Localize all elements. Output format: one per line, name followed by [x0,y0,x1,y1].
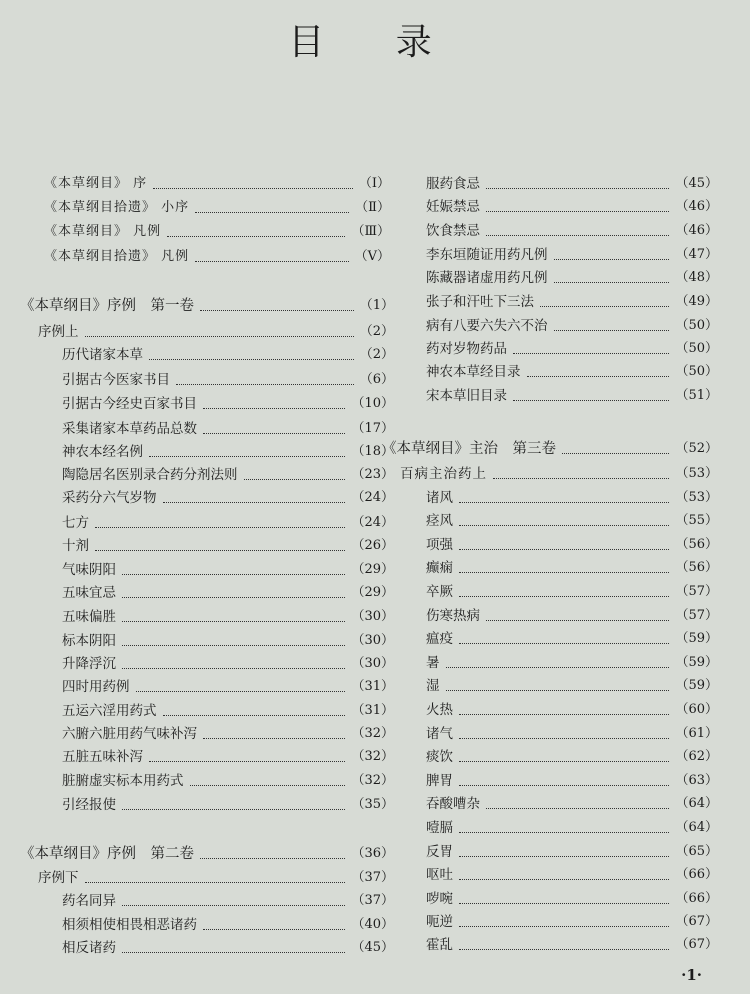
toc-entry [426,699,718,721]
toc-entry-title: 呃逆 [426,914,453,930]
toc-entry [62,653,394,675]
dot-leader [122,621,345,622]
dot-leader [244,479,346,480]
toc-entry-page: （2） [359,324,394,339]
toc-entry-title: 诸气 [426,726,453,742]
toc-entry-title: 采药分六气岁物 [62,490,157,506]
toc-entry-title: 《本草纲目》 序 [44,176,148,191]
dot-leader [95,550,345,551]
toc-entry-page: （64） [675,820,718,835]
toc-entry [62,369,394,391]
dot-leader [459,832,669,833]
toc-entry-title: 瘟疫 [426,631,453,647]
toc-entry-title: 药对岁物药品 [426,341,507,357]
toc-entry [62,582,394,604]
toc-entry [62,723,394,745]
toc-entry-page: （30） [351,633,394,648]
toc-entry-title: 脾胃 [426,773,453,789]
toc-entry-page: （60） [675,702,718,717]
dot-leader [167,236,345,237]
dot-leader [486,808,669,809]
toc-entry-title: 历代诸家本草 [62,347,143,363]
dot-leader [459,785,669,786]
toc-entry-page: （6） [359,372,394,387]
dot-leader [122,809,345,810]
toc-entry-page: （49） [675,294,718,309]
toc-entry-page: （46） [675,223,718,238]
toc-entry-title: 《本草纲目》序例 第二卷 [20,846,194,862]
dot-leader [459,502,669,503]
toc-entry-title: 陈藏器诸虚用药凡例 [426,270,548,286]
toc-entry-page: （24） [351,515,394,530]
toc-entry-page: （31） [351,703,394,718]
toc-entry-title: 升降浮沉 [62,656,116,672]
toc-entry [426,911,718,933]
toc-entry [426,770,718,792]
toc-entry [62,559,394,581]
toc-entry-title: 火热 [426,702,453,718]
dot-leader [459,714,669,715]
dot-leader [554,259,670,260]
toc-entry-title: 服药食忌 [426,176,480,192]
toc-entry-title: 五运六淫用药式 [62,703,157,719]
toc-entry-title: 李东垣随证用药凡例 [426,247,548,263]
toc-entry-title: 暑 [426,655,440,671]
toc-entry-title: 癫痫 [426,560,453,576]
toc-entry [426,557,718,579]
toc-entry [62,393,394,415]
toc-entry-page: （26） [351,538,394,553]
toc-entry-page: （53） [675,466,718,481]
dot-leader [459,879,669,880]
toc-entry-page: （32） [351,726,394,741]
toc-entry-page: （59） [675,655,718,670]
toc-entry [62,937,394,959]
toc-entry-page: （67） [675,937,718,952]
dot-leader [203,433,345,434]
toc-entry-page: （61） [675,726,718,741]
toc-entry [426,652,718,674]
dot-leader [122,574,345,575]
toc-entry [44,173,390,195]
toc-entry-title: 相须相使相畏相恶诸药 [62,917,197,933]
toc-entry [62,606,394,628]
dot-leader [554,282,670,283]
toc-entry-title: 卒厥 [426,584,453,600]
toc-entry-page: （1） [359,298,394,313]
toc-entry-page: （65） [675,844,718,859]
toc-entry-title: 湿 [426,678,440,694]
toc-entry-page: （2） [359,347,394,362]
toc-entry-title: 标本阴阳 [62,633,116,649]
toc-entry-title: 药名同异 [62,893,116,909]
toc-entry [426,605,718,627]
dot-leader [459,903,669,904]
toc-entry [62,676,394,698]
dot-leader [122,952,345,953]
toc-entry-page: （35） [351,797,394,812]
toc-entry-page: （32） [351,749,394,764]
toc-entry-page: （48） [675,270,718,285]
dot-leader [562,453,669,454]
toc-entry-title: 痉风 [426,513,453,529]
dot-leader [459,572,669,573]
toc-entry-page: （59） [675,631,718,646]
toc-entry-page: （23） [351,467,394,482]
toc-entry [400,463,718,485]
toc-entry-title: 采集诸家本草药品总数 [62,421,197,437]
toc-entry [20,843,394,865]
toc-entry-title: 呕吐 [426,867,453,883]
toc-entry [62,512,394,534]
toc-entry-page: （56） [675,560,718,575]
toc-entry [62,770,394,792]
dot-leader [149,456,345,457]
toc-entry-page: （36） [351,846,394,861]
toc-entry-title: 五味偏胜 [62,609,116,625]
dot-leader [459,738,669,739]
dot-leader [85,336,354,337]
dot-leader [527,376,670,377]
toc-entry-title: 六腑六脏用药气味补泻 [62,726,197,742]
toc-entry [44,221,390,243]
toc-entry [62,890,394,912]
toc-entry [62,794,394,816]
toc-entry [426,361,718,383]
toc-entry [426,864,718,886]
toc-entry-title: 十剂 [62,538,89,554]
dot-leader [203,408,345,409]
toc-entry-page: （45） [675,176,718,191]
toc-entry-title: 《本草纲目拾遗》 凡例 [44,249,190,264]
page-number: ·1· [681,966,702,984]
toc-entry-title: 百病主治药上 [400,466,487,482]
toc-entry-title: 哕啘 [426,891,453,907]
toc-entry-page: （40） [351,917,394,932]
toc-entry-title: 陶隐居名医别录合药分剂法则 [62,467,238,483]
dot-leader [513,400,669,401]
toc-entry [62,418,394,440]
toc-entry-page: （56） [675,537,718,552]
dot-leader [176,384,354,385]
toc-entry-title: 《本草纲目》序例 第一卷 [20,298,194,314]
dot-leader [446,690,670,691]
dot-leader [122,597,345,598]
toc-entry-page: （24） [351,490,394,505]
toc-entry-page: （Ⅴ） [354,249,390,264]
toc-entry-page: （66） [675,891,718,906]
dot-leader [153,188,353,189]
toc-entry-title: 神农本草经目录 [426,364,521,380]
toc-entry-page: （45） [351,940,394,955]
toc-entry-title: 引经报使 [62,797,116,813]
toc-entry [426,723,718,745]
toc-entry-page: （51） [675,388,718,403]
dot-leader [136,691,346,692]
dot-leader [122,645,345,646]
toc-entry-page: （62） [675,749,718,764]
toc-entry [62,441,394,463]
toc-entry [20,295,394,317]
toc-entry-title: 《本草纲目》 凡例 [44,224,162,239]
toc-entry-title: 痰饮 [426,749,453,765]
toc-entry-page: （30） [351,609,394,624]
toc-entry-page: （55） [675,513,718,528]
toc-entry [62,914,394,936]
toc-entry-title: 《本草纲目拾遗》 小序 [44,200,190,215]
toc-entry-page: （30） [351,656,394,671]
toc-entry [62,746,394,768]
toc-entry-page: （66） [675,867,718,882]
toc-entry [62,344,394,366]
toc-entry-title: 神农本经名例 [62,444,143,460]
toc-entry-title: 病有八要六失六不治 [426,318,548,334]
toc-entry-page: （31） [351,679,394,694]
toc-entry-title: 噎膈 [426,820,453,836]
toc-entry [62,535,394,557]
toc-entry-title: 饮食禁忌 [426,223,480,239]
toc-entry [426,628,718,650]
toc-entry-page: （17） [351,421,394,436]
toc-entry-title: 七方 [62,515,89,531]
toc-entry [44,197,390,219]
toc-entry [426,510,718,532]
toc-entry-page: （67） [675,914,718,929]
toc-entry-page: （32） [351,773,394,788]
dot-leader [203,929,345,930]
toc-entry-page: （Ⅲ） [351,224,390,239]
toc-entry-page: （Ⅰ） [358,176,390,191]
toc-entry [426,338,718,360]
toc-entry-page: （50） [675,364,718,379]
toc-entry-page: （10） [351,396,394,411]
toc-entry-page: （53） [675,490,718,505]
toc-entry-page: （Ⅱ） [355,200,390,215]
toc-entry [426,487,718,509]
dot-leader [513,353,669,354]
toc-entry-page: （29） [351,585,394,600]
toc-entry [426,746,718,768]
toc-entry-page: （18） [351,444,394,459]
dot-leader [149,359,354,360]
toc-entry [38,321,394,343]
dot-leader [486,188,669,189]
toc-entry-title: 五脏五味补泻 [62,749,143,765]
toc-entry [426,267,718,289]
toc-entry [426,841,718,863]
dot-leader [459,761,669,762]
dot-leader [85,882,346,883]
toc-entry [426,793,718,815]
toc-entry-page: （52） [675,441,718,456]
dot-leader [459,525,669,526]
toc-entry-title: 序例上 [38,324,79,340]
dot-leader [195,261,348,262]
toc-entry-title: 引据古今经史百家书目 [62,396,197,412]
toc-entry [62,630,394,652]
dot-leader [200,858,345,859]
toc-entry-title: 项强 [426,537,453,553]
toc-entry-title: 伤寒热病 [426,608,480,624]
toc-entry-title: 《本草纲目》主治 第三卷 [382,441,556,457]
toc-entry-page: （29） [351,562,394,577]
toc-entry-title: 吞酸嘈杂 [426,796,480,812]
dot-leader [149,761,345,762]
dot-leader [122,905,345,906]
toc-entry-title: 气味阴阳 [62,562,116,578]
dot-leader [190,785,346,786]
toc-entry-title: 反胃 [426,844,453,860]
dot-leader [163,715,346,716]
dot-leader [459,596,669,597]
dot-leader [95,527,345,528]
toc-entry-title: 妊娠禁忌 [426,199,480,215]
dot-leader [459,949,669,950]
toc-entry [426,888,718,910]
dot-leader [493,478,669,479]
toc-entry [426,315,718,337]
toc-entry-title: 相反诸药 [62,940,116,956]
toc-entry-page: （47） [675,247,718,262]
toc-entry-title: 五味宜忌 [62,585,116,601]
toc-entry [426,534,718,556]
toc-entry-page: （57） [675,584,718,599]
toc-entry [426,196,718,218]
toc-entry [382,438,718,460]
toc-entry-page: （64） [675,796,718,811]
toc-entry [426,385,718,407]
toc-entry [426,291,718,313]
dot-leader [163,502,346,503]
toc-entry-title: 脏腑虚实标本用药式 [62,773,184,789]
toc-entry-title: 霍乱 [426,937,453,953]
toc-entry [426,244,718,266]
dot-leader [486,211,669,212]
toc-entry-page: （63） [675,773,718,788]
dot-leader [486,620,669,621]
toc-entry-title: 四时用药例 [62,679,130,695]
toc-entry [38,867,394,889]
toc-entry [426,675,718,697]
page-title: 目 录 [288,22,462,63]
dot-leader [122,668,345,669]
toc-entry [426,220,718,242]
dot-leader [459,926,669,927]
toc-entry-page: （37） [351,870,394,885]
toc-entry [426,934,718,956]
dot-leader [459,549,669,550]
dot-leader [203,738,345,739]
toc-entry-title: 引据古今医家书目 [62,372,170,388]
toc-entry-page: （57） [675,608,718,623]
dot-leader [446,667,670,668]
toc-entry [426,817,718,839]
dot-leader [459,643,669,644]
toc-entry-title: 宋本草旧目录 [426,388,507,404]
dot-leader [540,306,669,307]
toc-entry-page: （59） [675,678,718,693]
toc-entry-title: 序例下 [38,870,79,886]
toc-entry [62,700,394,722]
dot-leader [486,235,669,236]
toc-entry-page: （37） [351,893,394,908]
toc-entry-title: 诸风 [426,490,453,506]
toc-entry-page: （50） [675,318,718,333]
toc-entry-page: （46） [675,199,718,214]
toc-entry [44,246,390,268]
toc-entry [62,464,394,486]
toc-entry-title: 张子和汗吐下三法 [426,294,534,310]
dot-leader [200,310,354,311]
toc-entry [426,173,718,195]
toc-entry [62,487,394,509]
toc-entry-page: （50） [675,341,718,356]
dot-leader [195,212,349,213]
dot-leader [459,856,669,857]
toc-entry [426,581,718,603]
dot-leader [554,330,670,331]
